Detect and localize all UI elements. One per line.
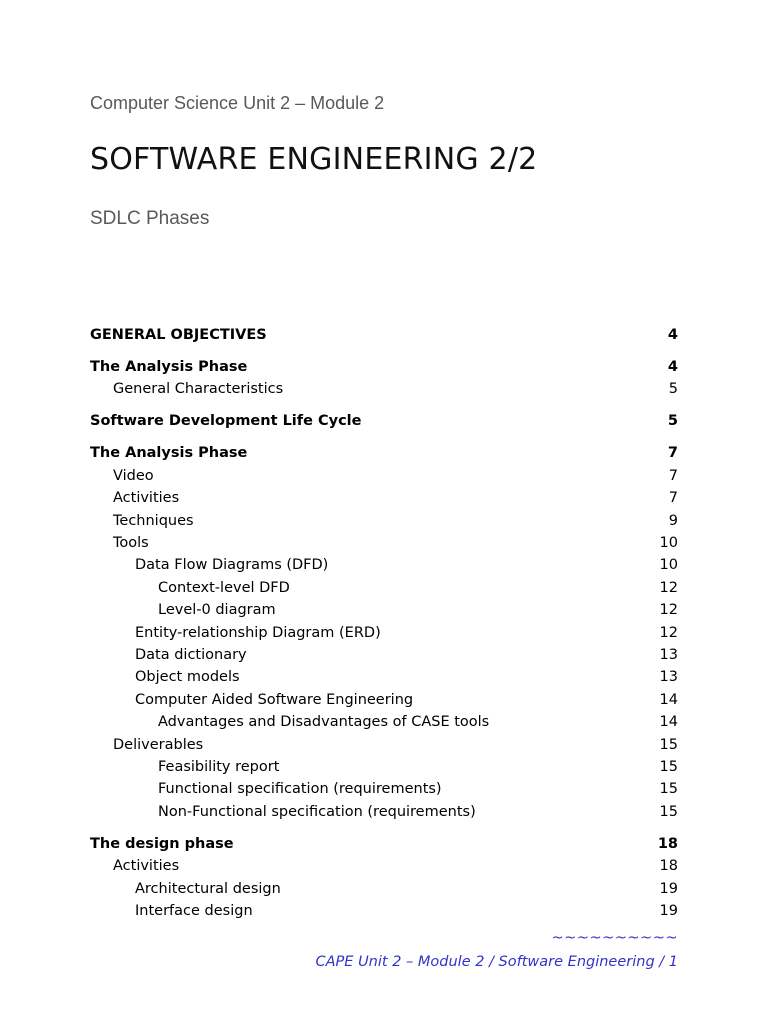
toc-entry[interactable] bbox=[90, 325, 678, 345]
toc-entry-page: 19 bbox=[659, 903, 678, 919]
toc-entry-page: 14 bbox=[659, 691, 678, 708]
toc-entry-page: 7 bbox=[668, 467, 678, 484]
toc-entry-page: 5 bbox=[667, 413, 678, 430]
toc-entry-label: Video bbox=[113, 467, 154, 484]
toc-entry-page: 4 bbox=[667, 359, 678, 375]
toc-entry-page: 4 bbox=[667, 327, 678, 343]
toc-entry-label: General Characteristics bbox=[113, 381, 284, 398]
toc-entry-page: 18 bbox=[657, 835, 678, 852]
toc-entry[interactable] bbox=[90, 856, 678, 876]
toc-entry[interactable] bbox=[90, 690, 678, 710]
toc-entry-page: 7 bbox=[668, 490, 678, 507]
toc-entry-page: 13 bbox=[659, 647, 678, 663]
toc-entry[interactable] bbox=[90, 779, 678, 799]
toc-entry[interactable] bbox=[90, 443, 678, 463]
toc-entry-page: 12 bbox=[659, 624, 678, 641]
toc-entry-page: 12 bbox=[659, 602, 678, 619]
toc-entry-label: Data dictionary bbox=[135, 647, 247, 663]
toc-entry-page: 15 bbox=[659, 781, 678, 798]
toc-entry-label: Deliverables bbox=[113, 736, 204, 753]
toc-entry[interactable] bbox=[90, 600, 678, 620]
toc-entry-label: The Analysis Phase bbox=[90, 445, 248, 462]
toc-entry-page: 5 bbox=[668, 381, 678, 398]
toc-entry[interactable] bbox=[90, 578, 678, 598]
document-title: SOFTWARE ENGINEERING 2/2 bbox=[90, 142, 538, 177]
toc-entry[interactable] bbox=[90, 623, 678, 643]
course-label: Computer Science Unit 2 – Module 2 bbox=[90, 93, 385, 113]
toc-entry[interactable] bbox=[90, 735, 678, 755]
toc-entry-label: Computer Aided Software Engineering bbox=[135, 691, 414, 708]
toc-entry-label: Non-Functional specification (requirements) bbox=[158, 803, 476, 820]
toc-entry-label: Interface design bbox=[135, 903, 253, 919]
toc-entry-page: 12 bbox=[659, 579, 678, 596]
toc-entry[interactable] bbox=[90, 712, 678, 732]
toc-entry-label: Activities bbox=[113, 858, 180, 875]
toc-entry[interactable] bbox=[90, 466, 678, 486]
toc-entry[interactable] bbox=[90, 488, 678, 508]
toc-entry-label: Object models bbox=[135, 669, 240, 686]
toc-entry-label: GENERAL OBJECTIVES bbox=[90, 327, 267, 343]
toc-entry[interactable] bbox=[90, 879, 678, 899]
toc-entry-page: 9 bbox=[668, 512, 678, 529]
toc-entry-label: The design phase bbox=[90, 835, 234, 852]
document-subtitle: SDLC Phases bbox=[90, 208, 210, 229]
toc-entry-label: Architectural design bbox=[135, 880, 281, 897]
toc-entry-label: Entity-relationship Diagram (ERD) bbox=[135, 624, 381, 641]
toc-entry-page: 15 bbox=[659, 759, 678, 775]
toc-entry[interactable] bbox=[90, 379, 678, 399]
toc-entry[interactable] bbox=[90, 511, 678, 531]
toc-entry[interactable] bbox=[90, 757, 678, 777]
toc-entry-label: Level-0 diagram bbox=[158, 602, 276, 619]
toc-entry-label: Data Flow Diagrams (DFD) bbox=[135, 557, 329, 574]
toc-entry[interactable] bbox=[90, 667, 678, 687]
toc-entry-label: Feasibility report bbox=[158, 759, 280, 775]
toc-entry[interactable] bbox=[90, 411, 678, 431]
toc-entry-label: Techniques bbox=[113, 512, 194, 529]
toc-entry-page: 10 bbox=[659, 535, 678, 551]
toc-entry-page: 10 bbox=[659, 557, 678, 574]
toc-entry-page: 15 bbox=[659, 736, 678, 753]
toc-entry-page: 15 bbox=[659, 803, 678, 820]
toc-entry[interactable] bbox=[90, 802, 678, 822]
toc-entry-label: Context-level DFD bbox=[158, 579, 290, 596]
toc-entry-page: 18 bbox=[659, 858, 678, 875]
toc-entry-label: Software Development Life Cycle bbox=[90, 413, 362, 430]
toc-entry[interactable] bbox=[90, 645, 678, 665]
toc-entry[interactable] bbox=[90, 555, 678, 575]
toc-entry-label: Functional specification (requirements) bbox=[158, 781, 442, 798]
toc-entry-label: Advantages and Disadvantages of CASE tools bbox=[158, 714, 490, 731]
footer-tilde-line: ~~~~~~~~~~ bbox=[551, 930, 678, 946]
toc-entry-page: 14 bbox=[659, 714, 678, 731]
toc-entry-page: 19 bbox=[659, 880, 678, 897]
footer-text: CAPE Unit 2 – Module 2 / Software Engineering / 1 bbox=[315, 954, 678, 970]
toc-entry-page: 7 bbox=[667, 445, 678, 462]
toc-entry-label: Activities bbox=[113, 490, 180, 507]
toc-entry[interactable] bbox=[90, 533, 678, 553]
toc-entry[interactable] bbox=[90, 834, 678, 854]
toc-entry-page: 13 bbox=[659, 669, 678, 686]
toc-entry-label: Tools bbox=[113, 535, 149, 551]
toc-entry[interactable] bbox=[90, 901, 678, 921]
toc-entry-label: The Analysis Phase bbox=[90, 359, 248, 375]
toc-entry[interactable] bbox=[90, 357, 678, 377]
